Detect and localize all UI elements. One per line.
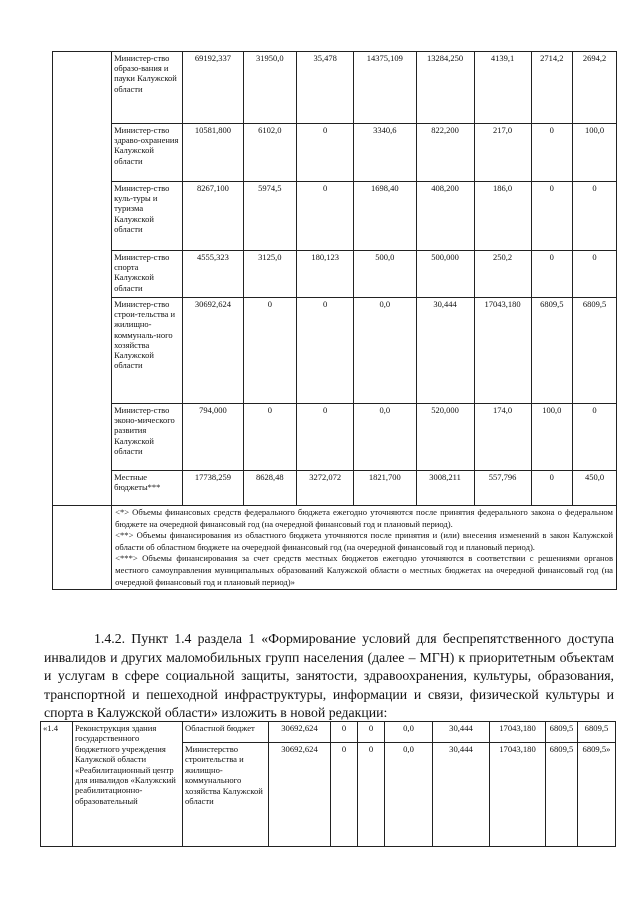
value-cell: 0: [331, 743, 358, 847]
value-cell: 0: [531, 251, 573, 298]
row-name: Местные бюджеты***: [112, 471, 183, 506]
value-cell: 6809,5»: [578, 743, 616, 847]
value-cell: 794,000: [183, 404, 243, 471]
value-cell: 0: [358, 722, 385, 743]
table-row: [53, 182, 617, 251]
table-row: [41, 722, 616, 743]
value-cell: 6809,5: [578, 722, 616, 743]
row-name: Министер-ство куль-туры и туризма Калужской области: [112, 182, 183, 251]
value-cell: 30692,624: [183, 298, 243, 404]
value-cell: 0: [358, 743, 385, 847]
value-cell: 0: [573, 182, 617, 251]
value-cell: 30692,624: [269, 743, 331, 847]
value-cell: 3272,072: [297, 471, 354, 506]
footnote: <***> Объемы финансирования за счет средств местных бюджетов ежегодно уточняются в соответствии с решениями органов местного самоуправления муниципальных образований Калужской области о местных бюджетах на очередной финансовый год (на очередной финансовый год и плановый период)»: [115, 553, 613, 587]
notes-row: [53, 506, 617, 590]
table-row: [53, 404, 617, 471]
value-cell: 10581,800: [183, 124, 243, 182]
funding-source: Областной бюджет: [183, 722, 269, 743]
value-cell: 186,0: [474, 182, 531, 251]
table-row: [53, 124, 617, 182]
value-cell: 17738,259: [183, 471, 243, 506]
value-cell: 0: [243, 298, 297, 404]
value-cell: 8628,48: [243, 471, 297, 506]
value-cell: 500,000: [416, 251, 474, 298]
value-cell: 520,000: [416, 404, 474, 471]
value-cell: 4139,1: [474, 52, 531, 124]
value-cell: 557,796: [474, 471, 531, 506]
value-cell: 2714,2: [531, 52, 573, 124]
value-cell: 174,0: [474, 404, 531, 471]
funding-table-top: [52, 51, 617, 590]
value-cell: 3340,6: [354, 124, 416, 182]
value-cell: 6809,5: [531, 298, 573, 404]
table-row: [53, 298, 617, 404]
row-name: Министер-ство образо-вания и пауки Калужской области: [112, 52, 183, 124]
value-cell: 100,0: [573, 124, 617, 182]
funding-table-bottom: [40, 721, 616, 847]
value-cell: 0: [331, 722, 358, 743]
value-cell: 6809,5: [546, 722, 578, 743]
value-cell: 30,444: [416, 298, 474, 404]
value-cell: 100,0: [531, 404, 573, 471]
value-cell: 0: [243, 404, 297, 471]
empty-cell: [53, 506, 112, 590]
table-row: [53, 251, 617, 298]
value-cell: 0: [531, 124, 573, 182]
empty-cell: [53, 52, 112, 506]
value-cell: 500,0: [354, 251, 416, 298]
value-cell: 1821,700: [354, 471, 416, 506]
funding-source: Министерство строительства и жилищно-коммунального хозяйства Калужской области: [183, 743, 269, 847]
value-cell: 2694,2: [573, 52, 617, 124]
value-cell: 35,478: [297, 52, 354, 124]
row-name: Министер-ство спорта Калужской области: [112, 251, 183, 298]
item-number: «1.4: [41, 722, 73, 847]
value-cell: 0: [573, 404, 617, 471]
value-cell: 30,444: [433, 722, 490, 743]
value-cell: 5974,5: [243, 182, 297, 251]
value-cell: 0: [297, 404, 354, 471]
amendment-paragraph: 1.4.2. Пункт 1.4 раздела 1 «Формирование условий для беспрепятственного доступа инвалидов и других маломобильных групп населения (далее – МГН) к приоритетным объектам и услугам в сфере социальной защиты, занятости, здравоохранения, культуры, образования, транспортной и пешеходной инфраструктуры, информации и связи, физической культуры и спорта в Калужской области» изложить в новой редакции:: [44, 631, 614, 721]
value-cell: 180,123: [297, 251, 354, 298]
value-cell: 6809,5: [546, 743, 578, 847]
value-cell: 31950,0: [243, 52, 297, 124]
value-cell: 13284,250: [416, 52, 474, 124]
value-cell: 4555,323: [183, 251, 243, 298]
value-cell: 3008,211: [416, 471, 474, 506]
value-cell: 6102,0: [243, 124, 297, 182]
value-cell: 17043,180: [474, 298, 531, 404]
value-cell: 0: [297, 124, 354, 182]
value-cell: 0: [297, 182, 354, 251]
value-cell: 3125,0: [243, 251, 297, 298]
value-cell: 30692,624: [269, 722, 331, 743]
value-cell: 0,0: [385, 722, 433, 743]
value-cell: 8267,100: [183, 182, 243, 251]
value-cell: 69192,337: [183, 52, 243, 124]
row-name: Министер-ство строи-тельства и жилищно-коммуналь-ного хозяйства Калужской области: [112, 298, 183, 404]
value-cell: 17043,180: [490, 743, 546, 847]
footnotes: [112, 506, 617, 590]
footnote: <**> Объемы финансирования из областного бюджета уточняются после принятия и (или) внесения изменений в закон Калужской области об областном бюджете на очередной финансовый год (на очередной финансовый год и плановый период).: [115, 530, 613, 552]
value-cell: 0,0: [354, 404, 416, 471]
value-cell: 6809,5: [573, 298, 617, 404]
table-row: [53, 471, 617, 506]
value-cell: 1698,40: [354, 182, 416, 251]
value-cell: 0: [297, 298, 354, 404]
value-cell: 450,0: [573, 471, 617, 506]
row-name: Министер-ство здраво-охранения Калужской области: [112, 124, 183, 182]
value-cell: 250,2: [474, 251, 531, 298]
value-cell: 217,0: [474, 124, 531, 182]
value-cell: 408,200: [416, 182, 474, 251]
value-cell: 0: [573, 251, 617, 298]
value-cell: 0: [531, 471, 573, 506]
table-row: [53, 52, 617, 124]
value-cell: 0: [531, 182, 573, 251]
item-title: Реконструкция здания государственного бюджетного учреждения Калужской области «Реабилитационный центр для инвалидов «Калужский реабилитационно-образовательный: [73, 722, 183, 847]
value-cell: 0,0: [385, 743, 433, 847]
row-name: Министер-ство эконо-мического развития Калужской области: [112, 404, 183, 471]
footnote: <*> Объемы финансовых средств федерального бюджета ежегодно уточняются после принятия федерального закона о федеральном бюджете на очередной финансовый год (на очередной финансовый год и плановый период).: [115, 507, 613, 529]
value-cell: 17043,180: [490, 722, 546, 743]
value-cell: 0,0: [354, 298, 416, 404]
value-cell: 30,444: [433, 743, 490, 847]
value-cell: 14375,109: [354, 52, 416, 124]
value-cell: 822,200: [416, 124, 474, 182]
